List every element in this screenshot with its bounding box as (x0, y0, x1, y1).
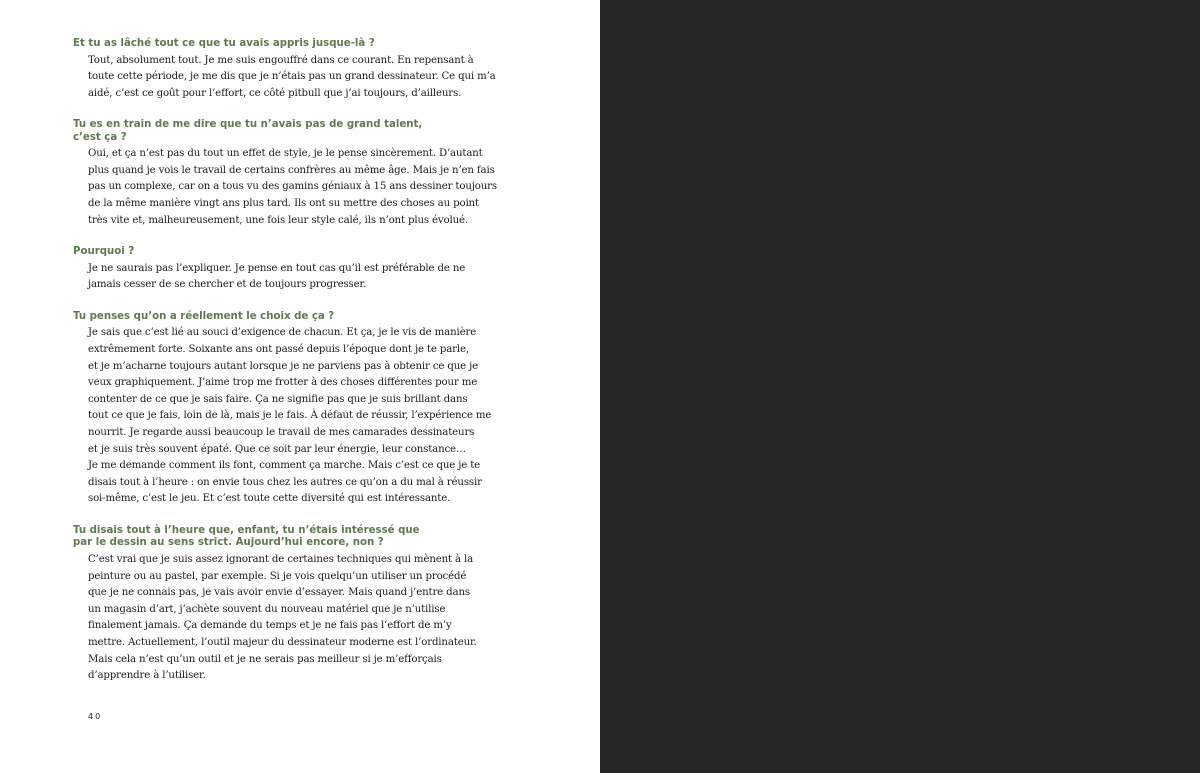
right-page-dark (600, 0, 1200, 773)
qa-block (73, 311, 503, 508)
answer: C’est vrai que je suis assez ignorant de certaines techniques qui mènent à la peinture ou au pastel, par exemple. Si je vois quelqu’un utiliser un procédé que je ne connais pas, je vais avoir envie d’essayer. Mais quand j’entre dans un magasin d’art, j’achète souvent du nouveau matériel que je n’utilise finalement jamais. Ça demande du temps et je ne fais pas l’effort de m’y mettre. Actuellement, l’outil majeur du dessinateur moderne est l’ordinateur. Mais cela n’est qu’un outil et je ne serais pas meilleur si je m’efforçais d’apprendre à l’utiliser. (88, 553, 477, 682)
qa-block (73, 525, 503, 685)
question: Pourquoi ? (73, 246, 135, 258)
answer: Tout, absolument tout. Je me suis engouffré dans ce courant. En repensant à toute cette période, je me dis que je n’étais pas un grand dessinateur. Ce qui m’a aidé, c’est ce goût pour l’effort, ce côté pitbull que j’ai toujours, d’ailleurs. (88, 54, 496, 99)
question: Tu penses qu’on a réellement le choix de ça ? (73, 310, 335, 322)
answer: Oui, et ça n’est pas du tout un effet de style, je le pense sincèrement. D’autant plus quand je vois le travail de certains confrères au même âge. Mais je n’en fais pas un complexe, car on a tous vu des gamins géniaux à 15 ans dessiner toujours de la même manière vingt ans plus tard. Ils ont su mettre des choses au point très vite et, malheureusement, une fois leur style calé, ils n’ont plus évolué. (88, 148, 497, 226)
page-number: 40 (88, 712, 103, 721)
qa-block (73, 246, 503, 294)
answer: Je ne saurais pas l’expliquer. Je pense en tout cas qu’il est préférable de ne jamais cesser de se chercher et de toujours progresser. (88, 262, 466, 291)
question: Et tu as lâché tout ce que tu avais appris jusque-là ? (73, 38, 375, 49)
qa-block (73, 38, 503, 102)
answer: Je sais que c’est lié au souci d’exigence de chacun. Et ça, je le vis de manière extrêmement forte. Soixante ans ont passé depuis l’époque dont je te parle, et je m’acharne toujours autant lorsque je ne parviens pas à obtenir ce que je veux graphiquement. J’aime trop me frotter à des choses différentes pour me contenter de ce que je sais faire. Ça ne signifie pas que je suis brillant dans tout ce que je fais, loin de là, mais je le fais. À défaut de réussir, l’expérience me nourrit. Je regarde aussi beaucoup le travail de mes camarades dessinateurs et je suis très souvent épaté. Que ce soit par leur énergie, leur constance… Je me demande comment ils font, comment ça marche. Mais c’est ce que je te disais tout à l’heure : on envie tous chez les autres ce qu’on a du mal à réussir soi-même, c’est le jeu. Et c’est toute cette diversité qui est intéressante. (88, 327, 492, 505)
question: Tu es en train de me dire que tu n’avais pas de grand talent, c’est ça ? (73, 119, 423, 143)
question: Tu disais tout à l’heure que, enfant, tu n’étais intéressé que par le dessin au sens strict. Aujourd’hui encore, non ? (73, 524, 420, 549)
qa-block (73, 119, 503, 229)
interview-text (73, 38, 503, 702)
